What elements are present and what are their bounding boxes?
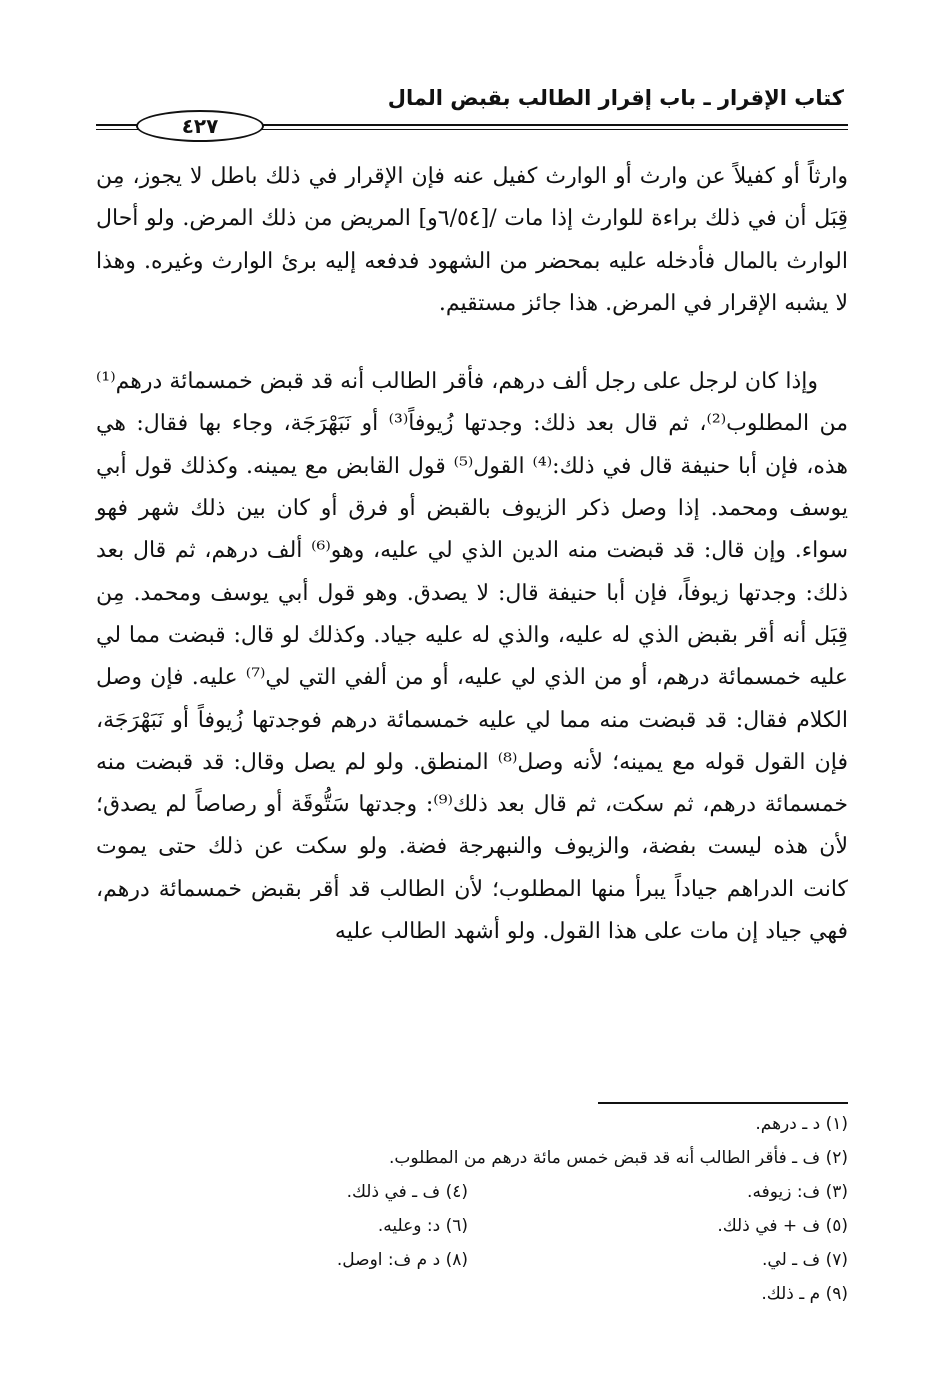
paragraph: وارثاً أو كفيلاً عن وارث أو الوارث كفيل عنه فإن الإقرار في ذلك باطل لا يجوز، مِن قِبَل أن في ذلك براءة للوارث إذا مات /[٦/٥٤و] المريض من ذلك المرض. ولو أحال الوارث بالمال فأدخله عليه بمحضر من الشهود فدفعه إليه برئ الوارث وغيره. وهذا لا يشبه الإقرار في المرض. هذا جائز مستقيم.	[96, 164, 849, 316]
page-header	[96, 82, 848, 142]
footnotes	[96, 1114, 848, 1318]
footnote: (٥) ف + في ذلك.	[717, 1216, 848, 1236]
footnote: (٧) ف ـ لي.	[762, 1250, 848, 1270]
paragraph: وإذا كان لرجل على رجل ألف درهم، فأقر الطالب أنه قد قبض خمسمائة درهم⁽¹⁾ من المطلوب⁽²⁾، ثم قال بعد ذلك: وجدتها زُيوفاً⁽³⁾ أو نَبَهْرَجَة، وجاء بها فقال: هي هذه، فإن أبا حنيفة قال في ذلك:⁽⁴⁾ القول⁽⁵⁾ قول القابض مع يمينه. وكذلك قول أبي يوسف ومحمد. إذا وصل ذكر الزيوف بالقبض أو فرق أو كان بين ذلك شهر فهو سواء. وإن قال: قد قبضت منه الدين الذي لي عليه، وهو⁽⁶⁾ ألف درهم، ثم قال بعد ذلك: وجدتها زيوفاً، فإن أبا حنيفة قال: لا يصدق. وهو قول أبي يوسف ومحمد. مِن قِبَل أنه أقر بقبض الذي له عليه، والذي له عليه جياد. وكذلك لو قال: قبضت مما لي عليه خمسمائة درهم، أو من الذي لي عليه، أو من ألفي التي لي⁽⁷⁾ عليه. فإن وصل الكلام فقال: قد قبضت منه مما لي عليه خمسمائة درهم فوجدتها زُيوفاً أو نَبَهْرَجَة، فإن القول قوله مع يمينه؛ لأنه وصل⁽⁸⁾ المنطق. ولو لم يصل وقال: قد قبضت منه خمسمائة درهم، ثم سكت، ثم قال بعد ذلك⁽⁹⁾: وجدتها سَتُّوقَة أو رصاصاً لم يصدق؛ لأن هذه ليست بفضة، والزيوف والنبهرجة فضة. ولو سكت عن ذلك حتى يموت كانت الدراهم جياداً يبرأ منها المطلوب؛ لأن الطالب قد أقر بقبض خمسمائة درهم، فهي جياد إن مات على هذا القول. ولو أشهد الطالب عليه	[96, 369, 849, 945]
running-title: كتاب الإقرار ـ باب إقرار الطالب بقبض المال	[387, 86, 844, 110]
footnote: (٤) ف ـ في ذلك.	[346, 1182, 468, 1202]
footnotes-separator	[598, 1102, 848, 1104]
page-number: ٤٢٧	[136, 110, 264, 142]
footnote: (٣) ف: زيوفه.	[747, 1182, 848, 1202]
footnote: (٩) م ـ ذلك.	[761, 1284, 848, 1304]
footnote: (٢) ف ـ فأقر الطالب أنه قد قبض خمس مائة درهم من المطلوب.	[388, 1148, 848, 1168]
footnote: (٦) د: وعليه.	[377, 1216, 468, 1236]
footnote: (١) د ـ درهم.	[755, 1114, 848, 1134]
footnote: (٨) د م ف: اوصل.	[336, 1250, 468, 1270]
body-text	[96, 156, 848, 953]
